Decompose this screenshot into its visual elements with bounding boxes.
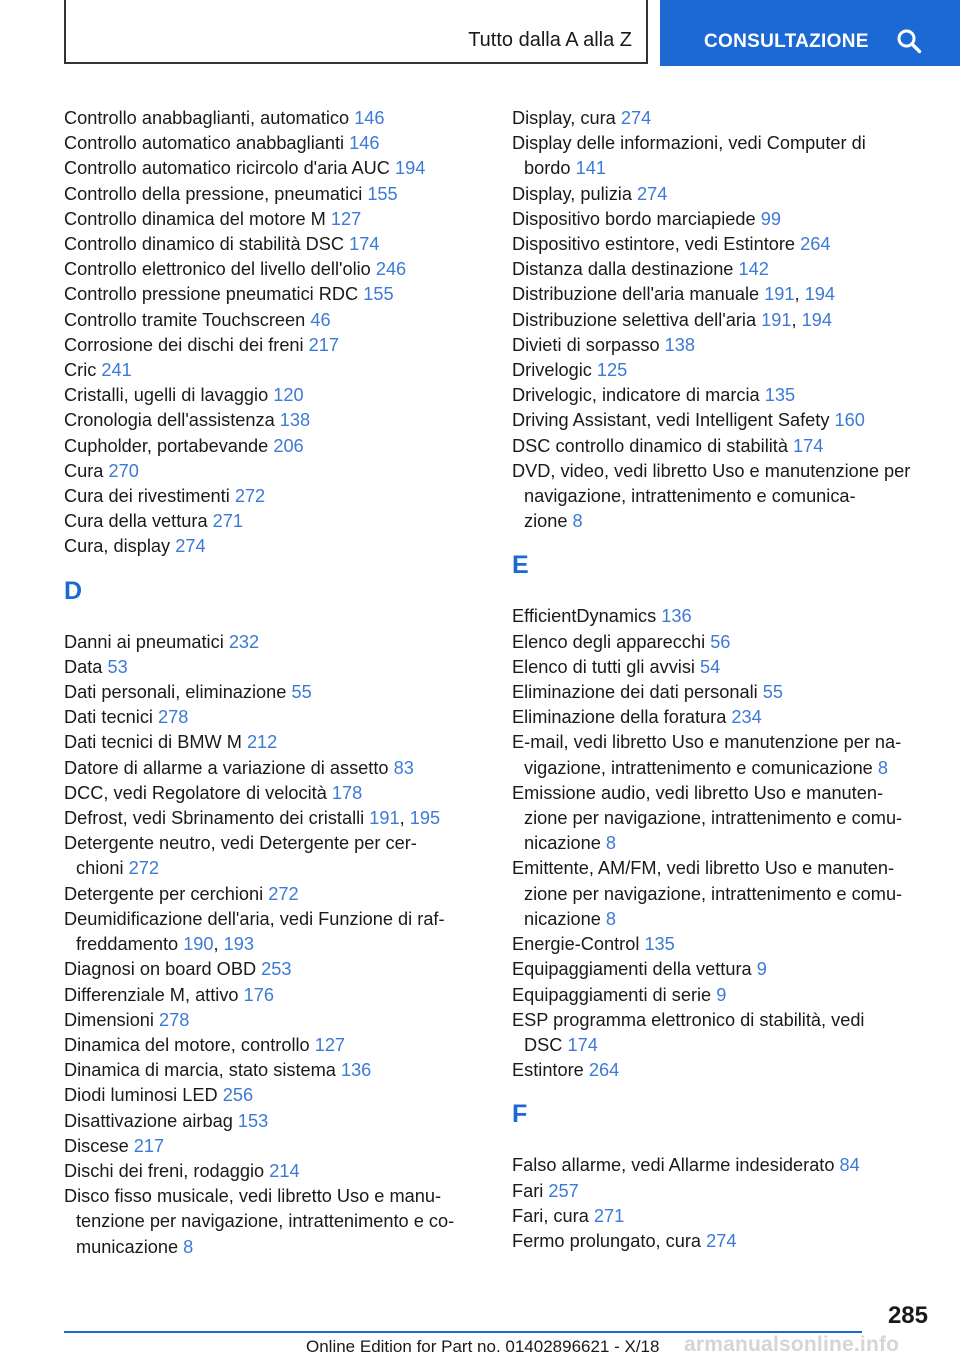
page-reference-link[interactable]: 120: [273, 385, 304, 406]
index-entry-text: Dispositivo estintore, vedi Estintore: [512, 234, 796, 255]
page-reference-link[interactable]: 241: [101, 360, 132, 381]
page-reference-link[interactable]: 178: [331, 782, 363, 803]
page-reference-link[interactable]: 193: [223, 934, 255, 955]
index-entry: [512, 408, 932, 433]
index-entry-text: DVD, video, vedi libretto Uso e manutenzione per: [512, 460, 911, 481]
page-reference-link[interactable]: 271: [593, 1205, 625, 1226]
index-entry-text: Cura della vettura: [64, 511, 208, 532]
page-reference-link[interactable]: 253: [261, 959, 292, 980]
index-entry: [64, 730, 484, 755]
index-entry: [512, 781, 932, 857]
index-entry-text: Controllo pressione pneumatici RDC: [64, 284, 359, 305]
index-entry-text: Discese: [64, 1135, 129, 1156]
index-entry: [512, 655, 932, 680]
index-entry: [64, 882, 484, 907]
index-entry-text: Driving Assistant, vedi Intelligent Safety: [512, 410, 830, 431]
edition-note: Online Edition for Part no. 01402896621 - X/18: [306, 1337, 660, 1356]
page-reference-link[interactable]: 278: [159, 1009, 190, 1030]
index-entry-text: chioni: [76, 858, 124, 879]
page-reference-link[interactable]: 136: [340, 1060, 372, 1081]
index-letter-heading: E: [512, 551, 529, 580]
index-entry: [64, 408, 484, 433]
page-reference-link[interactable]: 257: [548, 1180, 579, 1201]
index-entry: [512, 207, 932, 232]
page-reference-link[interactable]: 135: [644, 934, 675, 955]
index-entry: [64, 358, 484, 383]
page-reference-link[interactable]: 272: [234, 486, 266, 507]
index-entry: [512, 705, 932, 730]
page-reference-link[interactable]: 194: [395, 158, 426, 179]
page-reference-link[interactable]: 270: [108, 460, 139, 481]
index-entry: [512, 333, 932, 358]
page-reference-link[interactable]: 206: [273, 435, 304, 456]
page-reference-link[interactable]: 9: [716, 984, 727, 1005]
index-entry-text: navigazione, intrattenimento e comunica-: [524, 486, 856, 507]
index-entry-text: Dati tecnici di BMW M: [64, 732, 242, 753]
index-letter-heading: D: [64, 576, 83, 605]
index-entry: [64, 434, 484, 459]
chapter-tab-consultazione[interactable]: [660, 0, 960, 66]
index-entry: [64, 680, 484, 705]
index-entry: [512, 383, 932, 408]
index-entry-text: Estintore: [512, 1060, 584, 1081]
page-reference-link[interactable]: 272: [268, 883, 299, 904]
index-entry-text: zione per navigazione, intrattenimento e comu-: [524, 883, 903, 904]
page-reference-link[interactable]: 53: [107, 656, 128, 677]
section-title: Tutto dalla A alla Z: [468, 29, 632, 51]
index-entry-text: Dispositivo bordo marciapiede: [512, 208, 756, 229]
index-entry: [64, 1008, 484, 1033]
index-entry-text: Data: [64, 656, 103, 677]
index-entry-text: tenzione per navigazione, intrattenimento e co-: [76, 1211, 455, 1232]
index-entry: [64, 781, 484, 806]
index-entry: [512, 856, 932, 932]
index-entry-text: Cura: [64, 460, 104, 481]
index-entry: [512, 257, 932, 282]
index-entry: [64, 655, 484, 680]
index-entry-text: Cristalli, ugelli di lavaggio: [64, 385, 269, 406]
page-reference-link[interactable]: 256: [222, 1085, 254, 1106]
index-entry-text: Controllo della pressione, pneumatici: [64, 183, 363, 204]
index-entry-text: DCC, vedi Regolatore di velocità: [64, 782, 327, 803]
index-entry: [64, 156, 484, 181]
index-entry-text: Detergente per cerchioni: [64, 883, 264, 904]
page-reference-link[interactable]: 142: [738, 259, 769, 280]
index-entry-text: Distribuzione dell'aria manuale: [512, 284, 760, 305]
page-reference-link[interactable]: 135: [764, 385, 796, 406]
page-reference-link[interactable]: 9: [756, 959, 767, 980]
page-reference-link[interactable]: 217: [308, 334, 340, 355]
index-entry-text: ESP programma elettronico di stabilità, vedi: [512, 1009, 865, 1030]
index-entry-text: Controllo elettronico del livello dell'olio: [64, 259, 371, 280]
page-reference-link[interactable]: 8: [877, 757, 888, 778]
index-entry: [512, 1153, 932, 1178]
page-reference-link[interactable]: 272: [128, 858, 159, 879]
index-entry: [64, 182, 484, 207]
page-reference-link[interactable]: 191: [369, 808, 400, 829]
page-reference-link[interactable]: 141: [575, 158, 606, 179]
index-entry-text: vigazione, intrattenimento e comunicazione: [524, 757, 873, 778]
index-entry-text: Disattivazione airbag: [64, 1110, 233, 1131]
index-entry-text: DSC controllo dinamico di stabilità: [512, 435, 788, 456]
index-entry-text: Display, pulizia: [512, 183, 632, 204]
index-entry-text: municazione: [76, 1236, 179, 1257]
index-entry-text: Cronologia dell'assistenza: [64, 410, 275, 431]
watermark: armanualsonline.info: [684, 1333, 900, 1356]
page-reference-link[interactable]: 194: [801, 309, 832, 330]
index-entry: [64, 957, 484, 982]
index-entry: [64, 484, 484, 509]
index-entry: [512, 1179, 932, 1204]
index-column-left: [64, 106, 484, 1260]
page-reference-link[interactable]: 146: [349, 133, 380, 154]
index-entry: [512, 932, 932, 957]
index-entry-text: freddamento: [76, 934, 179, 955]
index-entry: [512, 983, 932, 1008]
index-entry: [64, 1159, 484, 1184]
index-entry: [64, 1033, 484, 1058]
index-entry-text: Controllo anabbaglianti, automatico: [64, 108, 350, 128]
index-entry: [64, 705, 484, 730]
index-entry-text: E-mail, vedi libretto Uso e manutenzione per na-: [512, 732, 902, 753]
page-reference-link[interactable]: 278: [158, 707, 189, 728]
index-entry-text: Controllo automatico ricircolo d'aria AUC: [64, 158, 390, 179]
page-reference-link[interactable]: 46: [310, 309, 331, 330]
index-entry: [64, 630, 484, 655]
page-reference-link[interactable]: 274: [706, 1230, 737, 1251]
page-reference-link[interactable]: 56: [710, 631, 731, 652]
index-entry-text: zione per navigazione, intrattenimento e comu-: [524, 808, 903, 829]
page-reference-link[interactable]: 125: [596, 360, 628, 381]
index-entry-text: Equipaggiamenti di serie: [512, 984, 712, 1005]
index-entry: [512, 1229, 932, 1254]
page-reference-link[interactable]: 146: [354, 108, 385, 128]
index-entry: [64, 232, 484, 257]
index-entry: [512, 1008, 932, 1058]
chapter-title: CONSULTAZIONE: [704, 31, 869, 52]
index-column-right: [512, 106, 932, 1254]
index-entry-text: nicazione: [524, 908, 601, 929]
index-entry: [512, 182, 932, 207]
index-entry-text: Diodi luminosi LED: [64, 1085, 218, 1106]
index-entry-text: Emittente, AM/FM, vedi libretto Uso e manuten-: [512, 858, 895, 879]
page-reference-link[interactable]: 127: [314, 1034, 346, 1055]
index-entry-text: Fari, cura: [512, 1205, 589, 1226]
index-entry: [64, 106, 484, 131]
page-reference-link[interactable]: 191: [764, 284, 795, 305]
page-reference-link[interactable]: 155: [367, 183, 398, 204]
page-reference-link[interactable]: 8: [572, 511, 583, 532]
index-entry: Deumidificazione dell'aria, vedi Funzione di raf- freddamento 190, 193: [64, 908, 445, 955]
index-entry: [512, 459, 932, 535]
page-reference-link[interactable]: 274: [637, 183, 668, 204]
index-entry: Defrost, vedi Sbrinamento dei cristalli 191, 195: [64, 808, 441, 829]
index-entry-text: Diagnosi on board OBD: [64, 959, 257, 980]
index-entry-text: Danni ai pneumatici: [64, 631, 224, 652]
page-reference-link[interactable]: 127: [330, 208, 362, 229]
page-reference-link[interactable]: 174: [349, 234, 380, 255]
index-entry-text: Falso allarme, vedi Allarme indesiderato: [512, 1155, 835, 1176]
index-entry-text: Equipaggiamenti della vettura: [512, 959, 752, 980]
page-reference-link[interactable]: 191: [761, 309, 792, 330]
page-number: 285: [887, 1302, 928, 1329]
page-reference-link[interactable]: 54: [700, 656, 721, 677]
page-reference-link[interactable]: 84: [839, 1155, 860, 1176]
page-reference-link[interactable]: 194: [804, 284, 836, 305]
index-entry: [64, 459, 484, 484]
page-reference-link[interactable]: 232: [228, 631, 260, 652]
index-entry-text: Elenco degli apparecchi: [512, 631, 706, 652]
page-reference-link[interactable]: 246: [375, 259, 407, 280]
index-entry: [64, 383, 484, 408]
index-entry-text: Dati personali, eliminazione: [64, 682, 287, 703]
index-entry-text: DSC: [524, 1034, 563, 1055]
page-reference-link[interactable]: 136: [661, 606, 692, 627]
index-entry-text: Controllo dinamico di stabilità DSC: [64, 234, 345, 255]
index-entry-text: Cura dei rivestimenti: [64, 486, 230, 507]
page-reference-link[interactable]: 83: [393, 757, 414, 778]
index-entry: [64, 1109, 484, 1134]
page-reference-link[interactable]: 264: [588, 1060, 620, 1081]
index-entry: [512, 957, 932, 982]
index-entry: [64, 534, 484, 559]
index-entry-text: Cura, display: [64, 536, 171, 557]
index-entry-text: Datore di allarme a variazione di assetto: [64, 757, 389, 778]
index-entry: [512, 434, 932, 459]
index-entry-text: Dati tecnici: [64, 707, 153, 728]
index-entry: [64, 756, 484, 781]
index-entry-text: Drivelogic: [512, 360, 592, 381]
page-reference-link[interactable]: 190: [183, 934, 214, 955]
page-reference-link[interactable]: 274: [620, 108, 652, 128]
page-reference-link[interactable]: 264: [800, 234, 831, 255]
page-reference-link[interactable]: 176: [243, 984, 274, 1005]
page-reference-link[interactable]: 8: [183, 1236, 194, 1257]
index-entry: [64, 509, 484, 534]
index-entry-text: Energie-Control: [512, 934, 640, 955]
index-entry: [512, 106, 932, 131]
index-entry-text: Deumidificazione dell'aria, vedi Funzione di raf-: [64, 908, 445, 929]
index-entry: Distribuzione selettiva dell'aria 191, 194: [512, 309, 832, 330]
search-icon[interactable]: [896, 28, 922, 54]
index-entry: [512, 630, 932, 655]
index-entry-text: Defrost, vedi Sbrinamento dei cristalli: [64, 808, 365, 829]
page-reference-link[interactable]: 234: [731, 707, 762, 728]
page-reference-link[interactable]: 55: [762, 682, 783, 703]
page-reference-link[interactable]: 274: [175, 536, 206, 557]
index-entry: [64, 1184, 484, 1260]
page-reference-link[interactable]: 212: [246, 732, 278, 753]
index-entry-text: Dimensioni: [64, 1009, 154, 1030]
index-entry: [512, 680, 932, 705]
index-entry-text: Drivelogic, indicatore di marcia: [512, 385, 760, 406]
index-entry-text: EfficientDynamics: [512, 606, 657, 627]
index-entry-text: Elenco di tutti gli avvisi: [512, 656, 695, 677]
index-entry-text: Differenziale M, attivo: [64, 984, 239, 1005]
index-entry-text: Divieti di sorpasso: [512, 334, 660, 355]
index-entry: [64, 308, 484, 333]
index-entry: [512, 232, 932, 257]
index-entry-text: Cupholder, portabevande: [64, 435, 269, 456]
index-entry: [512, 730, 932, 780]
index-entry: [512, 604, 932, 629]
index-entry: [64, 333, 484, 358]
index-entry: [64, 207, 484, 232]
header-section-box: [64, 0, 648, 64]
index-entry-text: Dinamica di marcia, stato sistema: [64, 1060, 336, 1081]
index-entry: [512, 1058, 932, 1083]
index-entry: [64, 131, 484, 156]
index-entry: [512, 1204, 932, 1229]
page-reference-link[interactable]: 195: [409, 808, 441, 829]
index-entry: [64, 282, 484, 307]
index-entry-text: Fari: [512, 1180, 544, 1201]
index-entry-text: Controllo automatico anabbaglianti: [64, 133, 345, 154]
index-entry-text: bordo: [524, 158, 571, 179]
page-reference-link[interactable]: 160: [834, 410, 865, 431]
index-entry-text: Dinamica del motore, controllo: [64, 1034, 310, 1055]
index-entry-text: nicazione: [524, 833, 601, 854]
index-entry: [64, 1083, 484, 1108]
index-entry-text: Eliminazione della foratura: [512, 707, 727, 728]
index-entry-text: Corrosione dei dischi dei freni: [64, 334, 304, 355]
page-reference-link[interactable]: 8: [605, 908, 617, 929]
page-reference-link[interactable]: 271: [212, 511, 243, 532]
index-entry-text: Display delle informazioni, vedi Computer di: [512, 133, 866, 154]
index-entry: [64, 983, 484, 1008]
index-entry-text: Distribuzione selettiva dell'aria: [512, 309, 757, 330]
index-entry: [64, 1134, 484, 1159]
index-entry: [512, 131, 932, 181]
index-entry: [512, 358, 932, 383]
index-letter-heading: F: [512, 1100, 528, 1129]
index-entry: Distribuzione dell'aria manuale 191, 194: [512, 284, 836, 305]
page-reference-link[interactable]: 214: [269, 1160, 300, 1181]
index-entry-text: Display, cura: [512, 108, 616, 128]
page-reference-link[interactable]: 138: [664, 334, 695, 355]
index-entry-text: Fermo prolungato, cura: [512, 1230, 702, 1251]
page-reference-link[interactable]: 153: [237, 1110, 269, 1131]
page-reference-link[interactable]: 138: [279, 410, 311, 431]
index-entry-text: Disco fisso musicale, vedi libretto Uso e manu-: [64, 1186, 442, 1207]
page-reference-link[interactable]: 55: [291, 682, 312, 703]
index-entry-text: Dischi dei freni, rodaggio: [64, 1160, 265, 1181]
index-entry: [64, 257, 484, 282]
page-reference-link[interactable]: 174: [567, 1034, 598, 1055]
page-reference-link[interactable]: 174: [793, 435, 824, 456]
index-entry-text: Detergente neutro, vedi Detergente per cer-: [64, 833, 417, 854]
page-reference-link[interactable]: 155: [363, 284, 394, 305]
index-entry-text: Controllo dinamica del motore M: [64, 208, 326, 229]
index-entry-text: Controllo tramite Touchscreen: [64, 309, 306, 330]
index-entry-text: zione: [524, 511, 568, 532]
index-entry-text: Distanza dalla destinazione: [512, 259, 734, 280]
page-reference-link[interactable]: 8: [605, 833, 617, 854]
page-reference-link[interactable]: 217: [133, 1135, 165, 1156]
index-entry: [64, 831, 484, 881]
index-entry: [64, 1058, 484, 1083]
index-entry-text: Emissione audio, vedi libretto Uso e manuten-: [512, 782, 884, 803]
index-entry-text: Eliminazione dei dati personali: [512, 682, 758, 703]
index-entry-text: Cric: [64, 360, 97, 381]
page-reference-link[interactable]: 99: [760, 208, 781, 229]
